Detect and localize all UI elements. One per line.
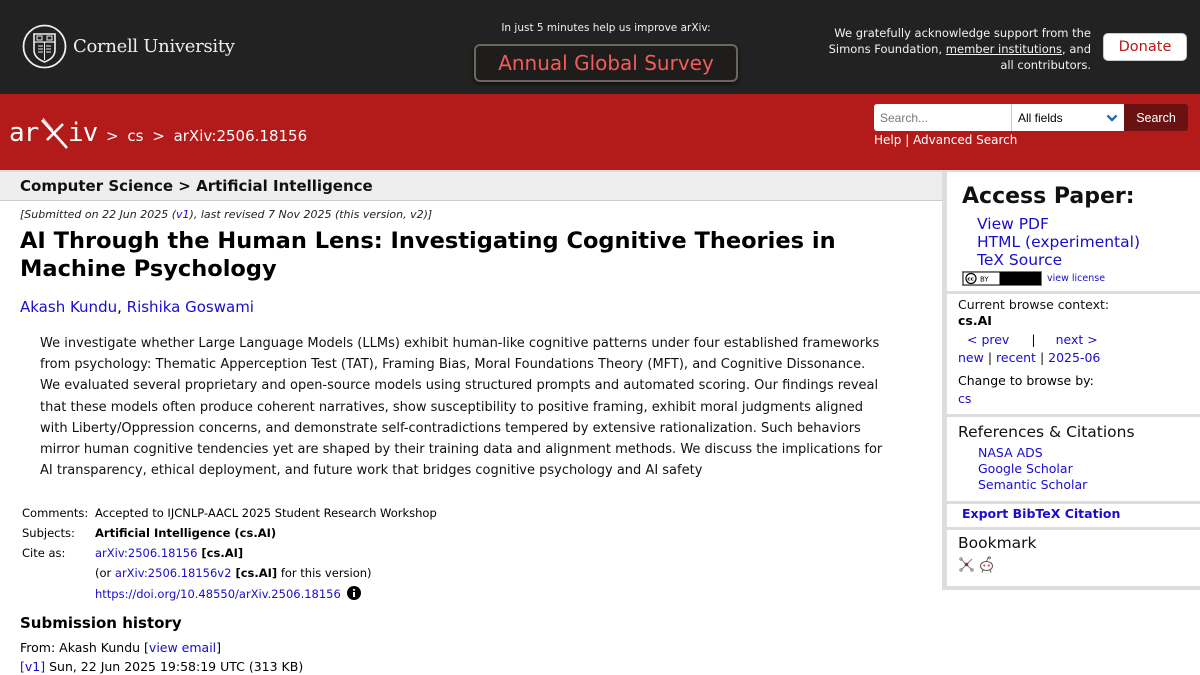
sidebar (942, 170, 1200, 590)
cornell-logo[interactable] (22, 24, 235, 69)
cite-label: Cite as: (22, 546, 66, 560)
export-bibtex-link[interactable]: Export BibTeX Citation (962, 506, 1121, 521)
search-links (874, 133, 1017, 147)
svg-text:iv: iv (68, 118, 98, 148)
browse-links (958, 350, 1100, 365)
advanced-search-link[interactable]: Advanced Search (913, 133, 1018, 147)
support-text (800, 25, 1091, 73)
access-paper-title: Access Paper: (962, 184, 1135, 209)
recent-link[interactable]: recent (996, 350, 1036, 365)
v1-details: Sun, 22 Jun 2025 19:58:19 UTC (313 KB) (45, 659, 304, 674)
prev-next-nav (967, 332, 1098, 347)
dateline-prefix: [Submitted on 22 Jun 2025 ( (20, 208, 177, 221)
search-button[interactable]: Search (1124, 104, 1188, 131)
tex-source-link[interactable]: TeX Source (977, 251, 1063, 269)
donate-button[interactable]: Donate (1103, 33, 1187, 61)
main-content (0, 170, 942, 675)
browse-context-label: Current browse context: (958, 297, 1110, 312)
browse-context-box (947, 294, 1200, 414)
support-line-2b: , and (1062, 42, 1091, 56)
abstract (40, 333, 910, 481)
change-browse-label: Change to browse by: (958, 373, 1094, 388)
paper-title: AI Through the Human Lens: Investigating Cognitive Theories in Machine Psychology (20, 228, 836, 282)
bookmark-title: Bookmark (958, 534, 1037, 552)
help-link[interactable]: Help (874, 133, 902, 147)
browse-by-cs-link[interactable]: cs (958, 391, 972, 406)
search-input[interactable] (874, 104, 1011, 131)
abstract-line: mirror human cognitive tendencies yet are shaped by their training data and alignment methods. We discuss the implications for (40, 442, 883, 458)
nasa-ads-link[interactable]: NASA ADS (978, 445, 1043, 460)
institution-name: Cornell University (73, 36, 235, 57)
license-row (962, 271, 1105, 286)
cornell-seal-icon (22, 24, 67, 69)
subjects-label: Subjects: (22, 526, 75, 540)
doi-row (22, 583, 437, 603)
support-line-2a: Simons Foundation, (828, 42, 946, 56)
abstract-line: with Liberty/Oppression concerns, and demonstrate self-contradictions tempered by extensive rationalization. Such behaviors (40, 420, 861, 436)
access-links (977, 215, 1140, 269)
browse-context-value: cs.AI (958, 313, 992, 328)
bookmark-box (947, 530, 1200, 586)
abstract-line: from psychology: Thematic Apperception Test (TAT), Framing Bias, Moral Foundations Theory (MFT), and Cognitive Dissonance. (40, 357, 866, 373)
bibtex-box (947, 504, 1200, 527)
breadcrumb (106, 127, 311, 145)
breadcrumb-sep: > (106, 127, 119, 145)
cite-row (22, 543, 437, 563)
subjects-value: Artificial Intelligence (cs.AI) (95, 526, 277, 540)
cite-version-link[interactable]: arXiv:2506.18156v2 (114, 566, 232, 580)
prev-next-separator: | (1031, 332, 1036, 347)
subjects-row (22, 523, 437, 543)
member-institutions-link[interactable]: member institutions (945, 42, 1063, 56)
cite-version-prefix: (or (95, 566, 115, 580)
google-scholar-link[interactable]: Google Scholar (978, 461, 1073, 476)
browse-separator: | (1039, 350, 1049, 365)
arxiv-logo-icon[interactable] (9, 112, 103, 152)
bookmark-icons (958, 556, 995, 573)
breadcrumb-paper-id: arXiv:2506.18156 (173, 127, 308, 145)
references-title: References & Citations (958, 423, 1135, 441)
submission-v1 (20, 659, 303, 674)
view-pdf-link[interactable]: View PDF (977, 215, 1049, 233)
cite-link[interactable]: arXiv:2506.18156 (95, 546, 198, 560)
subject-bar (0, 170, 942, 201)
abstract-line: AI transparency, ethical deployment, and future work that bridges cognitive psychology and AI safety (40, 463, 703, 479)
access-paper-box (947, 172, 1200, 291)
comments-value: Accepted to IJCNLP-AACL 2025 Student Research Workshop (95, 506, 437, 520)
comments-label: Comments: (22, 506, 89, 520)
breadcrumb-sep: > (152, 127, 165, 145)
arxiv-header (0, 94, 1200, 170)
search-form (874, 104, 1188, 131)
references-links (978, 445, 1087, 493)
view-license-link[interactable]: view license (1047, 273, 1106, 284)
svg-text:BY: BY (980, 275, 989, 284)
abstract-line: that these models often produce coherent narratives, show susceptibility to positive framing, exhibit moral judgments aligned (40, 399, 864, 415)
cite-tag: [cs.AI] (197, 546, 244, 560)
metadata-table (22, 503, 437, 603)
browse-separator: | (987, 350, 997, 365)
support-line-1: We gratefully acknowledge support from the (834, 26, 1091, 40)
dateline-suffix: ), last revised 7 Nov 2025 (this version, v2)] (189, 208, 433, 221)
bibsonomy-icon[interactable] (958, 556, 975, 573)
dateline-v1-link[interactable]: v1 (176, 208, 190, 221)
semantic-scholar-link[interactable]: Semantic Scholar (978, 477, 1088, 492)
subject-heading: Computer Science > Artificial Intelligence (20, 177, 373, 195)
author-link[interactable]: Rishika Goswami (126, 298, 254, 316)
svg-text:ar: ar (9, 118, 39, 148)
v1-link[interactable]: [v1] (20, 659, 46, 674)
cite-version-suffix: for this version) (277, 566, 372, 580)
annual-survey-button[interactable]: Annual Global Survey (474, 44, 738, 82)
search-links-separator: | (905, 133, 910, 147)
references-box (947, 417, 1200, 501)
submission-from (20, 640, 221, 655)
from-suffix: ] (216, 640, 222, 655)
cite-version-tag: [cs.AI] (231, 566, 278, 580)
submission-history-title: Submission history (20, 614, 182, 632)
breadcrumb-cs[interactable]: cs (127, 127, 144, 145)
month-link[interactable]: 2025-06 (1048, 350, 1101, 365)
top-banner (0, 0, 1200, 94)
search-field-selected: All fields (1018, 110, 1063, 125)
comments-row (22, 503, 437, 523)
chevron-down-icon (1106, 114, 1118, 122)
abstract-line: We evaluated several proprietary and open-source models using structured prompts and automated scoring. Our findings reveal (40, 378, 879, 394)
reddit-icon[interactable] (978, 556, 995, 573)
view-email-link[interactable]: view email (148, 640, 217, 655)
doi-link[interactable]: https://doi.org/10.48550/arXiv.2506.18156 (95, 586, 341, 601)
search-field-select[interactable] (1011, 104, 1124, 131)
from-prefix: From: Akash Kundu [ (20, 640, 149, 655)
support-line-3: all contributors. (1000, 58, 1091, 72)
new-link[interactable]: new (958, 350, 984, 365)
dateline (20, 208, 432, 221)
cite-version-row (22, 563, 437, 583)
cc-by-license-icon[interactable] (962, 271, 1042, 286)
authors (20, 298, 254, 316)
html-experimental-link[interactable]: HTML (experimental) (977, 233, 1140, 251)
info-icon[interactable] (347, 586, 361, 600)
survey-prompt: In just 5 minutes help us improve arXiv: (501, 22, 711, 34)
author-separator: , (117, 298, 127, 316)
prev-link[interactable]: < prev (967, 332, 1010, 347)
abstract-line: We investigate whether Large Language Models (LLMs) exhibit human-like cognitive patterns under four established frameworks (40, 336, 880, 351)
svg-text:cc: cc (967, 276, 974, 283)
next-link[interactable]: next > (1055, 332, 1098, 347)
author-link[interactable]: Akash Kundu (20, 298, 118, 316)
